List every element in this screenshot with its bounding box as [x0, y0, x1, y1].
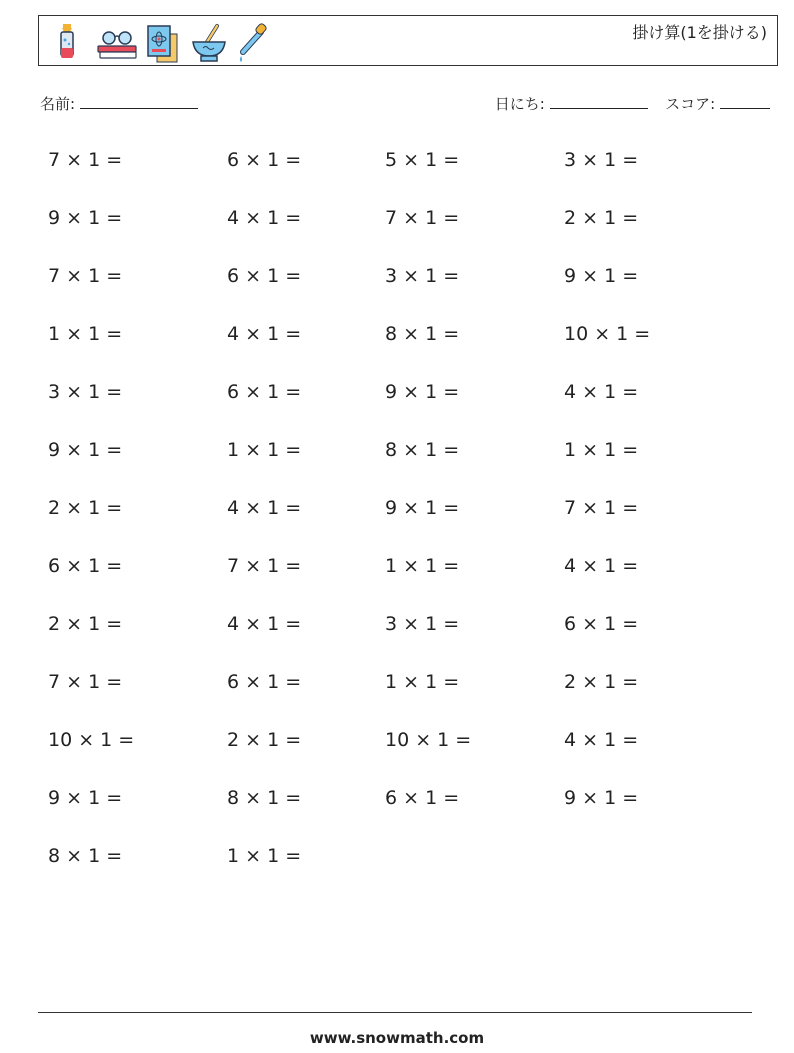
problem-item: 8 × 1 =: [48, 845, 123, 867]
problem-item: 2 × 1 =: [48, 497, 123, 519]
date-label: 日にち:: [494, 95, 545, 113]
problem-item: 3 × 1 =: [385, 613, 460, 635]
problem-item: 4 × 1 =: [227, 323, 302, 345]
problem-item: 9 × 1 =: [48, 439, 123, 461]
problem-item: 1 × 1 =: [385, 555, 460, 577]
problem-item: 9 × 1 =: [564, 787, 639, 809]
problem-item: 2 × 1 =: [564, 207, 639, 229]
problem-item: 1 × 1 =: [385, 671, 460, 693]
problem-item: 8 × 1 =: [385, 323, 460, 345]
problem-item: 9 × 1 =: [48, 787, 123, 809]
problem-item: 10 × 1 =: [385, 729, 472, 751]
problem-item: 9 × 1 =: [385, 381, 460, 403]
worksheet-title: 掛け算(1を掛ける): [632, 23, 767, 42]
problem-item: 3 × 1 =: [48, 381, 123, 403]
problem-item: 7 × 1 =: [48, 149, 123, 171]
problem-item: 2 × 1 =: [48, 613, 123, 635]
problem-item: 2 × 1 =: [227, 729, 302, 751]
problem-item: 7 × 1 =: [48, 671, 123, 693]
problem-item: 4 × 1 =: [564, 381, 639, 403]
problem-item: 9 × 1 =: [48, 207, 123, 229]
problem-item: 6 × 1 =: [385, 787, 460, 809]
problem-item: 9 × 1 =: [385, 497, 460, 519]
problem-item: 8 × 1 =: [227, 787, 302, 809]
footer-divider: [38, 1012, 752, 1013]
problem-item: 10 × 1 =: [48, 729, 135, 751]
problem-item: 6 × 1 =: [227, 149, 302, 171]
problem-item: 6 × 1 =: [227, 265, 302, 287]
problem-item: 7 × 1 =: [227, 555, 302, 577]
footer-url: www.snowmath.com: [309, 1029, 485, 1047]
problem-item: 8 × 1 =: [385, 439, 460, 461]
problem-item: 6 × 1 =: [48, 555, 123, 577]
problem-item: 2 × 1 =: [564, 671, 639, 693]
problem-item: 1 × 1 =: [564, 439, 639, 461]
problem-item: 7 × 1 =: [564, 497, 639, 519]
name-label: 名前:: [40, 95, 76, 113]
problem-item: 1 × 1 =: [48, 323, 123, 345]
problem-item: 7 × 1 =: [385, 207, 460, 229]
problem-item: 4 × 1 =: [227, 207, 302, 229]
problem-item: 4 × 1 =: [227, 613, 302, 635]
problem-item: 6 × 1 =: [227, 381, 302, 403]
problem-item: 4 × 1 =: [227, 497, 302, 519]
problem-item: 4 × 1 =: [564, 555, 639, 577]
problem-item: 5 × 1 =: [385, 149, 460, 171]
problem-item: 3 × 1 =: [385, 265, 460, 287]
score-label: スコア:: [665, 95, 716, 113]
problem-item: 6 × 1 =: [564, 613, 639, 635]
problem-item: 4 × 1 =: [564, 729, 639, 751]
problem-item: 3 × 1 =: [564, 149, 639, 171]
problem-item: 10 × 1 =: [564, 323, 651, 345]
problem-item: 1 × 1 =: [227, 845, 302, 867]
problem-item: 6 × 1 =: [227, 671, 302, 693]
problem-item: 1 × 1 =: [227, 439, 302, 461]
problem-item: 7 × 1 =: [48, 265, 123, 287]
problem-item: 9 × 1 =: [564, 265, 639, 287]
